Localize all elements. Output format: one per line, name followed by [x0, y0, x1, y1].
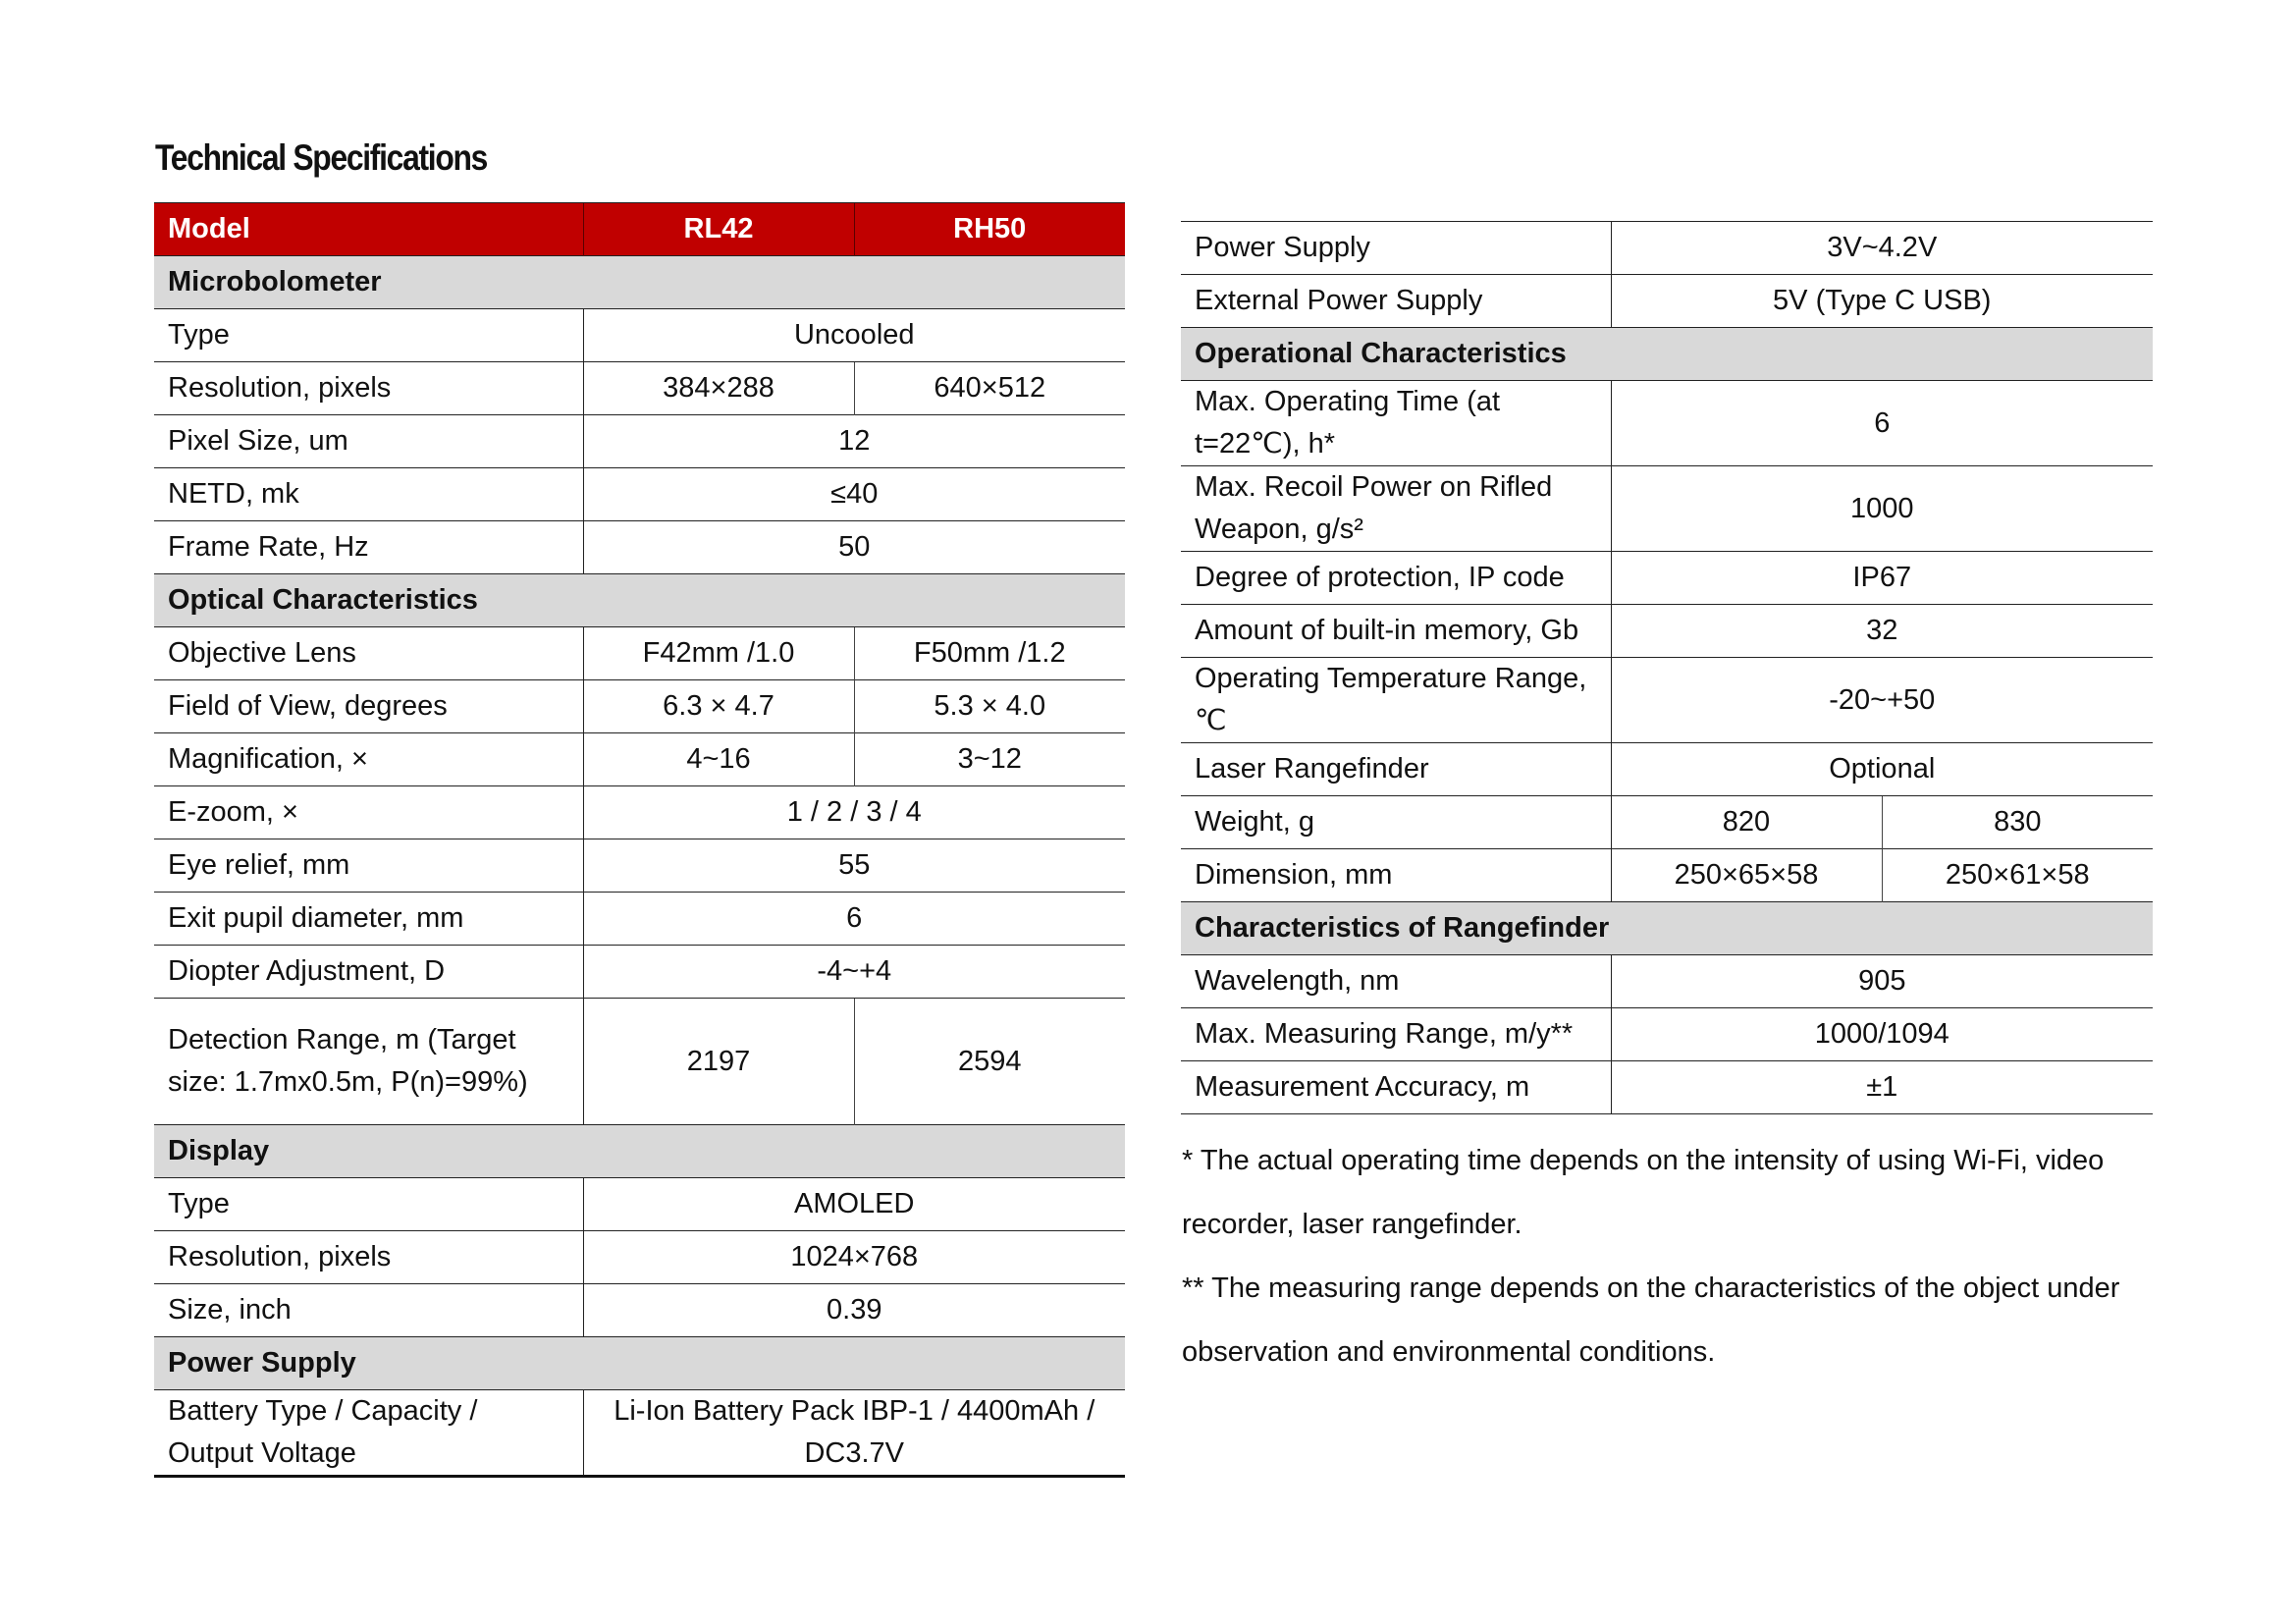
spec-label: Magnification, × — [154, 733, 583, 786]
spec-value: ≤40 — [583, 468, 1125, 521]
spec-value-model-1: 384×288 — [583, 362, 854, 415]
page-title: Technical Specifications — [155, 137, 488, 178]
spec-value-model-2: 5.3 × 4.0 — [854, 680, 1125, 733]
table-row — [1181, 466, 2153, 552]
header-model-rh50: RH50 — [854, 203, 1125, 256]
section-header-row — [1181, 902, 2153, 955]
spec-label: Resolution, pixels — [154, 362, 583, 415]
spec-value-model-1: 4~16 — [583, 733, 854, 786]
spec-value-model-1: F42mm /1.0 — [583, 627, 854, 680]
spec-label: Battery Type / Capacity / Output Voltage — [154, 1390, 583, 1477]
table-row — [154, 362, 1125, 415]
spec-value: -20~+50 — [1611, 658, 2153, 743]
spec-value: 55 — [583, 839, 1125, 893]
header-model-label: Model — [154, 203, 583, 256]
spec-label: Resolution, pixels — [154, 1231, 583, 1284]
spec-label: Max. Operating Time (at t=22℃), h* — [1181, 381, 1611, 466]
spec-value: 5V (Type C USB) — [1611, 275, 2153, 328]
spec-value: 1 / 2 / 3 / 4 — [583, 786, 1125, 839]
spec-value-model-1: 820 — [1611, 796, 1882, 849]
spec-label: Power Supply — [1181, 222, 1611, 275]
spec-value: 1024×768 — [583, 1231, 1125, 1284]
spec-value-model-2: 250×61×58 — [1882, 849, 2153, 902]
table-row — [1181, 1008, 2153, 1061]
spec-value: 3V~4.2V — [1611, 222, 2153, 275]
spec-label: Weight, g — [1181, 796, 1611, 849]
spec-value: 6 — [583, 893, 1125, 946]
table-row — [1181, 222, 2153, 275]
spec-value: -4~+4 — [583, 946, 1125, 999]
section-header-row — [154, 1125, 1125, 1178]
section-header-row — [1181, 328, 2153, 381]
spec-label: Field of View, degrees — [154, 680, 583, 733]
table-row — [1181, 1061, 2153, 1114]
spec-label: Max. Recoil Power on Rifled Weapon, g/s² — [1181, 466, 1611, 552]
section-header-row — [154, 256, 1125, 309]
section-title: Characteristics of Rangefinder — [1181, 902, 2153, 955]
section-title: Optical Characteristics — [154, 574, 1125, 627]
table-row — [1181, 552, 2153, 605]
spec-value: 12 — [583, 415, 1125, 468]
spec-label: Laser Rangefinder — [1181, 743, 1611, 796]
spec-value-model-2: 2594 — [854, 999, 1125, 1125]
spec-value: 0.39 — [583, 1284, 1125, 1337]
table-row — [154, 1390, 1125, 1477]
spec-table-right — [1181, 221, 2153, 1114]
table-header-row — [154, 203, 1125, 256]
table-row — [154, 1178, 1125, 1231]
table-row — [154, 1284, 1125, 1337]
spec-value-model-1: 250×65×58 — [1611, 849, 1882, 902]
spec-label: Degree of protection, IP code — [1181, 552, 1611, 605]
table-row — [1181, 849, 2153, 902]
spec-label: Frame Rate, Hz — [154, 521, 583, 574]
table-row — [1181, 796, 2153, 849]
table-row — [154, 946, 1125, 999]
section-title: Display — [154, 1125, 1125, 1178]
table-row — [1181, 743, 2153, 796]
table-row — [154, 733, 1125, 786]
section-title: Operational Characteristics — [1181, 328, 2153, 381]
section-header-row — [154, 574, 1125, 627]
table-row — [154, 415, 1125, 468]
spec-value: 1000 — [1611, 466, 2153, 552]
spec-value-model-1: 6.3 × 4.7 — [583, 680, 854, 733]
table-row — [154, 521, 1125, 574]
spec-value: Optional — [1611, 743, 2153, 796]
spec-label: Operating Temperature Range, ℃ — [1181, 658, 1611, 743]
spec-value: AMOLED — [583, 1178, 1125, 1231]
spec-label: Objective Lens — [154, 627, 583, 680]
spec-value: Li-Ion Battery Pack IBP-1 / 4400mAh / DC3.7V — [583, 1390, 1125, 1477]
spec-label: Type — [154, 1178, 583, 1231]
spec-label: External Power Supply — [1181, 275, 1611, 328]
spec-label: Max. Measuring Range, m/y** — [1181, 1008, 1611, 1061]
table-row — [154, 893, 1125, 946]
table-row — [1181, 605, 2153, 658]
table-row — [1181, 275, 2153, 328]
spec-label: Size, inch — [154, 1284, 583, 1337]
spec-label: E-zoom, × — [154, 786, 583, 839]
table-row — [154, 786, 1125, 839]
spec-label: Measurement Accuracy, m — [1181, 1061, 1611, 1114]
spec-value: 6 — [1611, 381, 2153, 466]
spec-label: Diopter Adjustment, D — [154, 946, 583, 999]
spec-value-model-2: F50mm /1.2 — [854, 627, 1125, 680]
spec-label: Wavelength, nm — [1181, 955, 1611, 1008]
table-row — [154, 1231, 1125, 1284]
footnotes — [1182, 1129, 2163, 1384]
spec-table-left — [154, 202, 1125, 1478]
section-title: Microbolometer — [154, 256, 1125, 309]
spec-label: Detection Range, m (Target size: 1.7mx0.5m, P(n)=99%) — [154, 999, 583, 1125]
spec-value-model-2: 640×512 — [854, 362, 1125, 415]
spec-value-model-2: 3~12 — [854, 733, 1125, 786]
spec-value-model-1: 2197 — [583, 999, 854, 1125]
spec-label: Eye relief, mm — [154, 839, 583, 893]
spec-value: 905 — [1611, 955, 2153, 1008]
spec-label: Type — [154, 309, 583, 362]
table-row — [154, 627, 1125, 680]
spec-value: IP67 — [1611, 552, 2153, 605]
section-title: Power Supply — [154, 1337, 1125, 1390]
spec-value: 50 — [583, 521, 1125, 574]
spec-label: Amount of built-in memory, Gb — [1181, 605, 1611, 658]
table-row — [1181, 658, 2153, 743]
table-row — [1181, 955, 2153, 1008]
table-row — [1181, 381, 2153, 466]
spec-label: Dimension, mm — [1181, 849, 1611, 902]
spec-label: Pixel Size, um — [154, 415, 583, 468]
table-row — [154, 999, 1125, 1125]
spec-value: 32 — [1611, 605, 2153, 658]
section-header-row — [154, 1337, 1125, 1390]
spec-value-model-2: 830 — [1882, 796, 2153, 849]
table-row — [154, 468, 1125, 521]
spec-value: 1000/1094 — [1611, 1008, 2153, 1061]
spec-value: Uncooled — [583, 309, 1125, 362]
spec-label: Exit pupil diameter, mm — [154, 893, 583, 946]
footnote-measuring-range: ** The measuring range depends on the characteristics of the object under observation and environmental conditions. — [1182, 1272, 2120, 1368]
spec-label: NETD, mk — [154, 468, 583, 521]
header-model-rl42: RL42 — [583, 203, 854, 256]
table-row — [154, 680, 1125, 733]
table-row — [154, 309, 1125, 362]
spec-value: ±1 — [1611, 1061, 2153, 1114]
table-row — [154, 839, 1125, 893]
footnote-operating-time: * The actual operating time depends on the intensity of using Wi-Fi, video recorder, laser rangefinder. — [1182, 1145, 2105, 1240]
